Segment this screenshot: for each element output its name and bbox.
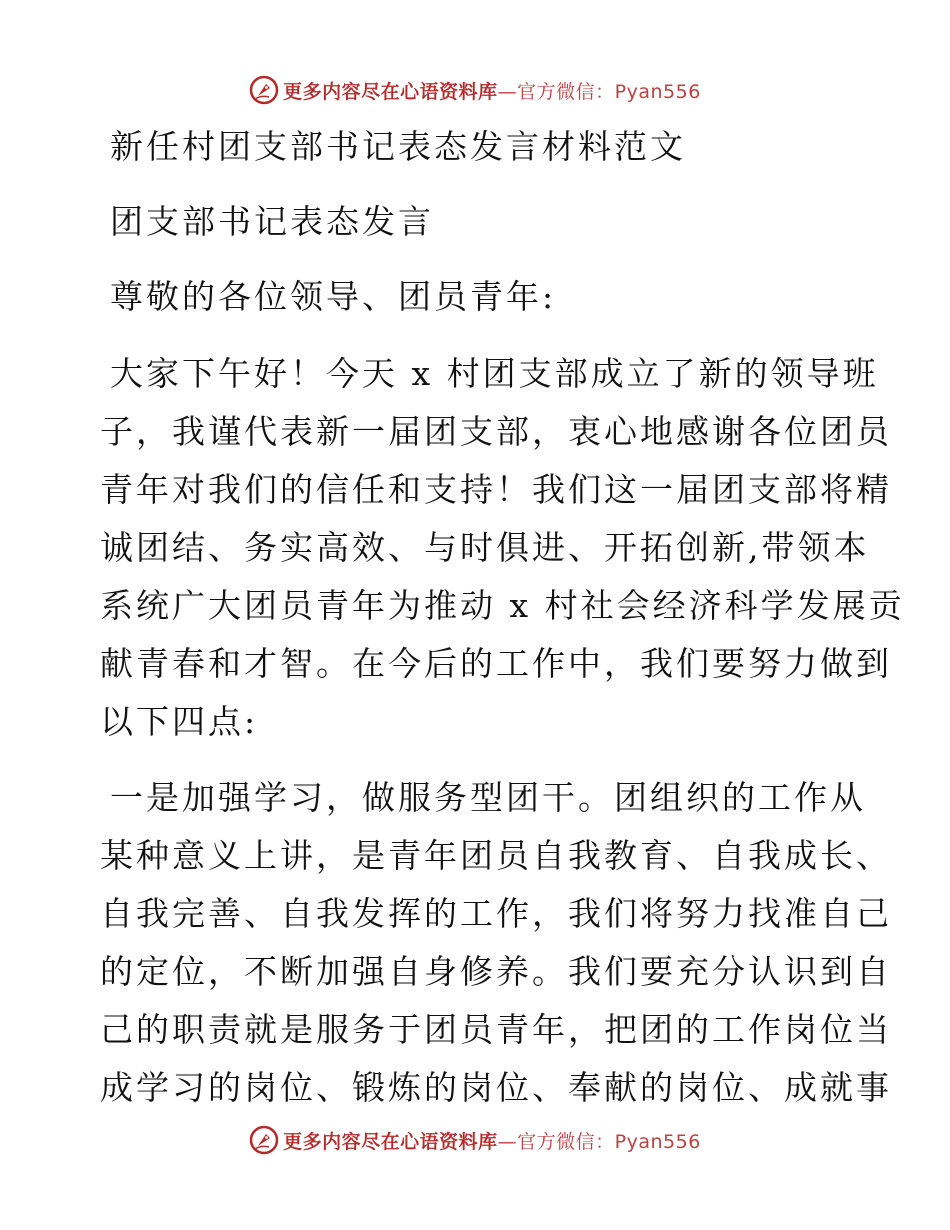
paragraph-line: 自我完善、自我发挥的工作，我们将努力找准自己 — [100, 894, 892, 933]
paragraph-1 — [100, 345, 905, 751]
document-title: 新任村团支部书记表态发言材料范文 — [110, 127, 686, 166]
document-body — [100, 122, 905, 1117]
greeting: 尊敬的各位领导、团员青年: — [110, 277, 557, 316]
pen-nib-circle-icon — [249, 75, 279, 105]
watermark-contact: —官方微信：Pyan556 — [497, 1130, 701, 1153]
paragraph-line: 己的职责就是服务于团员青年，把团的工作岗位当 — [100, 1010, 892, 1049]
paragraph-line: 献青春和才智。在今后的工作中，我们要努力做到 — [100, 644, 892, 683]
document-subtitle: 团支部书记表态发言 — [110, 202, 434, 241]
paragraph-line: 以下四点: — [100, 702, 259, 741]
paragraph-2 — [100, 769, 892, 1117]
paragraph-line: 诚团结、务实高效、与时俱进、开拓创新,带领本 — [100, 528, 870, 567]
pen-nib-circle-icon — [249, 1125, 279, 1155]
paragraph-line: 子，我谨代表新一届团支部，衷心地感谢各位团员 — [100, 412, 892, 451]
paragraph-line: 一是加强学习，做服务型团干。团组织的工作从 — [110, 778, 866, 817]
paragraph-line: 大家下午好！今天 x 村团支部成立了新的领导班 — [110, 354, 879, 393]
paragraph-line: 成学习的岗位、锻炼的岗位、奉献的岗位、成就事 — [100, 1068, 892, 1107]
paragraph-line: 系统广大团员青年为推动 x 村社会经济科学发展贡 — [100, 586, 905, 625]
paragraph-line: 青年对我们的信任和支持！我们这一届团支部将精 — [100, 470, 892, 509]
watermark-text: 更多内容尽在心语资料库 — [283, 80, 498, 103]
watermark-text: 更多内容尽在心语资料库 — [283, 1130, 498, 1153]
watermark-banner-top — [0, 72, 950, 108]
paragraph-line: 某种意义上讲，是青年团员自我教育、自我成长、 — [100, 836, 892, 875]
watermark-banner-bottom — [0, 1122, 950, 1158]
watermark-contact: —官方微信：Pyan556 — [497, 80, 701, 103]
paragraph-line: 的定位，不断加强自身修养。我们要充分认识到自 — [100, 952, 892, 991]
